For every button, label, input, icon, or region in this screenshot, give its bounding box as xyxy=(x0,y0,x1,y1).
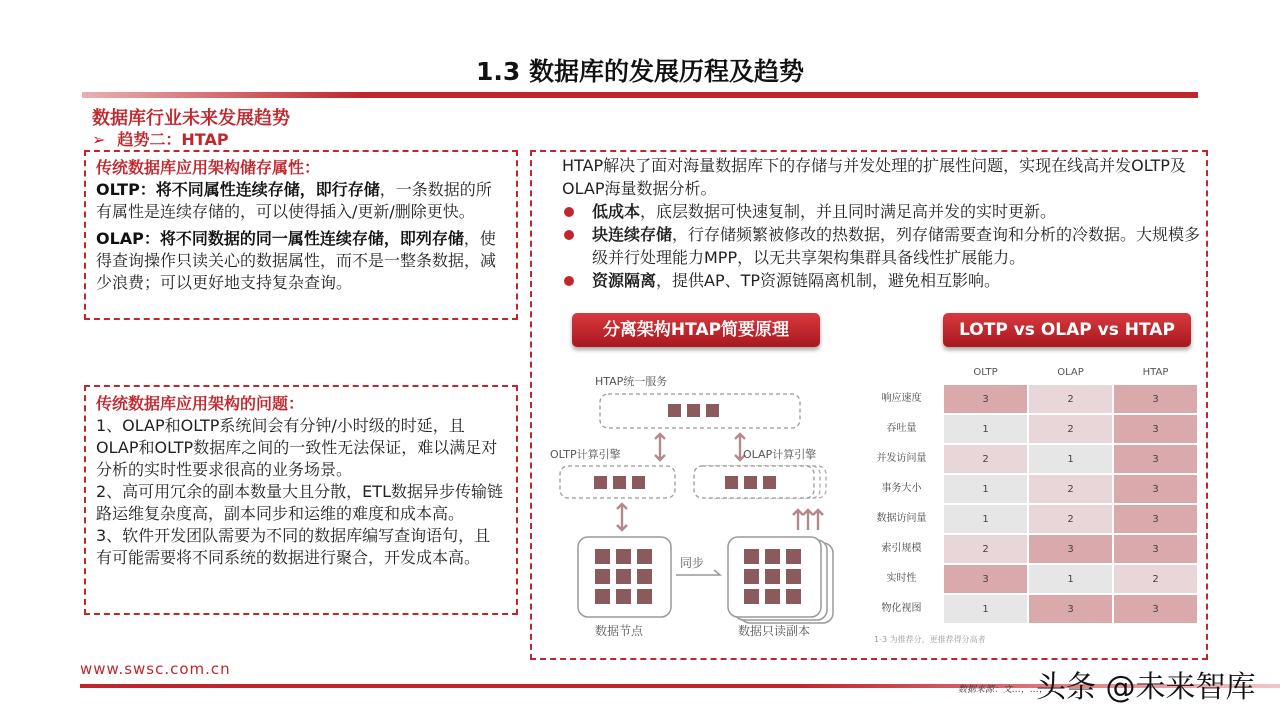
table-row xyxy=(860,534,1198,564)
comparison-label: LOTP vs OLAP vs HTAP xyxy=(943,313,1191,347)
table-cell: 2 xyxy=(1113,564,1198,594)
table-row xyxy=(860,414,1198,444)
table-cell: 3 xyxy=(1113,414,1198,444)
table-cell: 2 xyxy=(1028,474,1113,504)
htap-bullet xyxy=(562,200,1202,223)
title-divider xyxy=(82,92,1198,98)
data-node-grid xyxy=(595,549,652,604)
table-footnote: 1-3 为推荐分，更推荐得分高者 xyxy=(874,635,986,644)
service-block xyxy=(668,404,681,417)
arrow-bullet-icon: ➢ xyxy=(92,130,106,149)
bullet-text: ，底层数据可快速复制，并且同时满足高并发的实时更新。 xyxy=(640,202,1057,221)
table-cell: 1 xyxy=(943,594,1028,624)
service-block xyxy=(706,404,719,417)
row-label: 响应速度 xyxy=(881,393,922,404)
table-row xyxy=(860,444,1198,474)
htap-service-label: HTAP统一服务 xyxy=(595,375,668,388)
table-cell: 2 xyxy=(1028,504,1113,534)
table-cell: 3 xyxy=(1113,474,1198,504)
row-label: 并发访问量 xyxy=(876,453,927,464)
bullet-bold: 块连续存储 xyxy=(592,225,673,244)
bullet-dot-icon xyxy=(564,207,574,217)
data-node-label: 数据节点 xyxy=(595,624,644,638)
replica-grid xyxy=(744,549,801,604)
bullet-text: ，提供AP、TP资源链隔离机制，避免相互影响。 xyxy=(656,271,1001,290)
olap-engine-label: OLAP计算引擎 xyxy=(743,448,817,461)
row-label: 索引规模 xyxy=(881,543,922,554)
table-cell: 3 xyxy=(1028,594,1113,624)
htap-principle-label: 分离架构HTAP简要原理 xyxy=(572,313,820,347)
engine-block xyxy=(763,476,776,489)
engine-block xyxy=(613,476,626,489)
oltp-engine-label: OLTP计算引擎 xyxy=(550,448,621,461)
bullet-dot-icon xyxy=(564,276,574,286)
arrow-icon xyxy=(813,510,823,530)
architecture-problems-box xyxy=(84,385,518,615)
table-cell: 1 xyxy=(943,474,1028,504)
table-cell: 2 xyxy=(1028,414,1113,444)
comparison-table xyxy=(860,362,1198,645)
htap-description xyxy=(562,154,1202,292)
engine-block xyxy=(632,476,645,489)
replica-label: 数据只读副本 xyxy=(738,624,811,638)
engine-block xyxy=(744,476,757,489)
sync-arrow-icon xyxy=(676,570,720,575)
footer-url: www.swsc.com.cn xyxy=(80,660,231,678)
bullet-text: ，行存储频繁被修改的热数据，列存储需要查询和分析的冷数据。大规模多级并行处理能力MPP，以无共享架构集群具备线性扩展能力。 xyxy=(592,225,1201,267)
problem-item: 3、软件开发团队需要为不同的数据库编写查询语句，且有可能需要将不同系统的数据进行聚合，开发成本高。 xyxy=(96,526,491,567)
table-cell: 3 xyxy=(1113,594,1198,624)
table-cell: 3 xyxy=(1113,384,1198,414)
table-cell: 2 xyxy=(1028,384,1113,414)
arrow-icon xyxy=(793,510,803,530)
arrow-icon xyxy=(655,434,665,460)
row-label: 物化视图 xyxy=(881,603,922,614)
bullet-bold: 资源隔离 xyxy=(592,271,657,290)
olap-paragraph xyxy=(96,228,506,294)
column-header: HTAP xyxy=(1142,367,1169,378)
table-cell: 2 xyxy=(943,444,1028,474)
column-header: OLTP xyxy=(973,367,998,378)
trend-label: 趋势二：HTAP xyxy=(117,130,229,149)
data-source: 数据来源：文…，…，… xyxy=(958,685,1058,695)
table-cell: 1 xyxy=(1028,444,1113,474)
sync-label: 同步 xyxy=(680,556,705,570)
table-cell: 3 xyxy=(1113,444,1198,474)
htap-intro: HTAP解决了面对海量数据库下的存储与并发处理的扩展性问题，实现在线高并发OLTP及OLAP海量数据分析。 xyxy=(562,156,1186,198)
table-cell: 3 xyxy=(1028,534,1113,564)
table-header xyxy=(860,362,1198,384)
table-cell: 3 xyxy=(1113,534,1198,564)
row-label: 事务大小 xyxy=(881,483,922,494)
table-cell: 3 xyxy=(943,564,1028,594)
htap-architecture-diagram xyxy=(538,360,838,645)
oltp-text: ，一条数据的所有属性是连续存储的，可以使得插入/更新/删除更快。 xyxy=(96,180,492,221)
service-block xyxy=(687,404,700,417)
problem-item: 1、OLAP和OLTP系统间会有分钟/小时级的时延，且OLAP和OLTP数据库之间的一致性无法保证，难以满足对分析的实时性要求很高的业务场景。 xyxy=(96,416,498,479)
row-label: 数据访问量 xyxy=(876,513,927,524)
htap-bullet xyxy=(562,269,1202,292)
section-subtitle: 数据库行业未来发展趋势 xyxy=(92,108,290,129)
table-row xyxy=(860,564,1198,594)
table-cell: 1 xyxy=(943,414,1028,444)
watermark: 头条 @未来智库 xyxy=(1036,670,1256,705)
oltp-bold: OLTP：将不同属性连续存储，即行存储 xyxy=(96,180,380,199)
problem-item: 2、高可用冗余的副本数量大且分散，ETL数据异步传输链路运维复杂度高，副本同步和运维的难度和成本高。 xyxy=(96,482,503,523)
bullet-dot-icon xyxy=(564,230,574,240)
bullet-bold: 低成本 xyxy=(592,202,641,221)
column-header: OLAP xyxy=(1057,367,1084,378)
architecture-problems-heading: 传统数据库应用架构的问题： xyxy=(96,394,305,413)
table-row xyxy=(860,504,1198,534)
table-row xyxy=(860,474,1198,504)
htap-bullet xyxy=(562,223,1202,269)
storage-attributes-heading: 传统数据库应用架构储存属性： xyxy=(96,158,321,177)
row-label: 实时性 xyxy=(886,573,917,584)
table-body xyxy=(860,384,1198,624)
arrow-icon xyxy=(617,504,627,530)
page-title: 1.3 数据库的发展历程及趋势 xyxy=(476,57,804,86)
storage-attributes-box xyxy=(84,150,518,320)
olap-text: ，使得查询操作只读关心的数据属性，而不是一整条数据，减少浪费；可以更好地支持复杂查询。 xyxy=(96,229,497,292)
row-label: 吞吐量 xyxy=(886,423,917,434)
oltp-paragraph xyxy=(96,179,506,223)
arrow-icon xyxy=(803,510,813,530)
olap-bold: OLAP：将不同数据的同一属性连续存储，即列存储 xyxy=(96,229,464,248)
table-row xyxy=(860,384,1198,414)
table-cell: 1 xyxy=(943,504,1028,534)
trend-heading xyxy=(92,127,229,150)
table-cell: 2 xyxy=(943,534,1028,564)
engine-block xyxy=(725,476,738,489)
table-cell: 3 xyxy=(1113,504,1198,534)
table-cell: 1 xyxy=(1028,564,1113,594)
engine-block xyxy=(594,476,607,489)
table-cell: 3 xyxy=(943,384,1028,414)
table-row xyxy=(860,594,1198,624)
